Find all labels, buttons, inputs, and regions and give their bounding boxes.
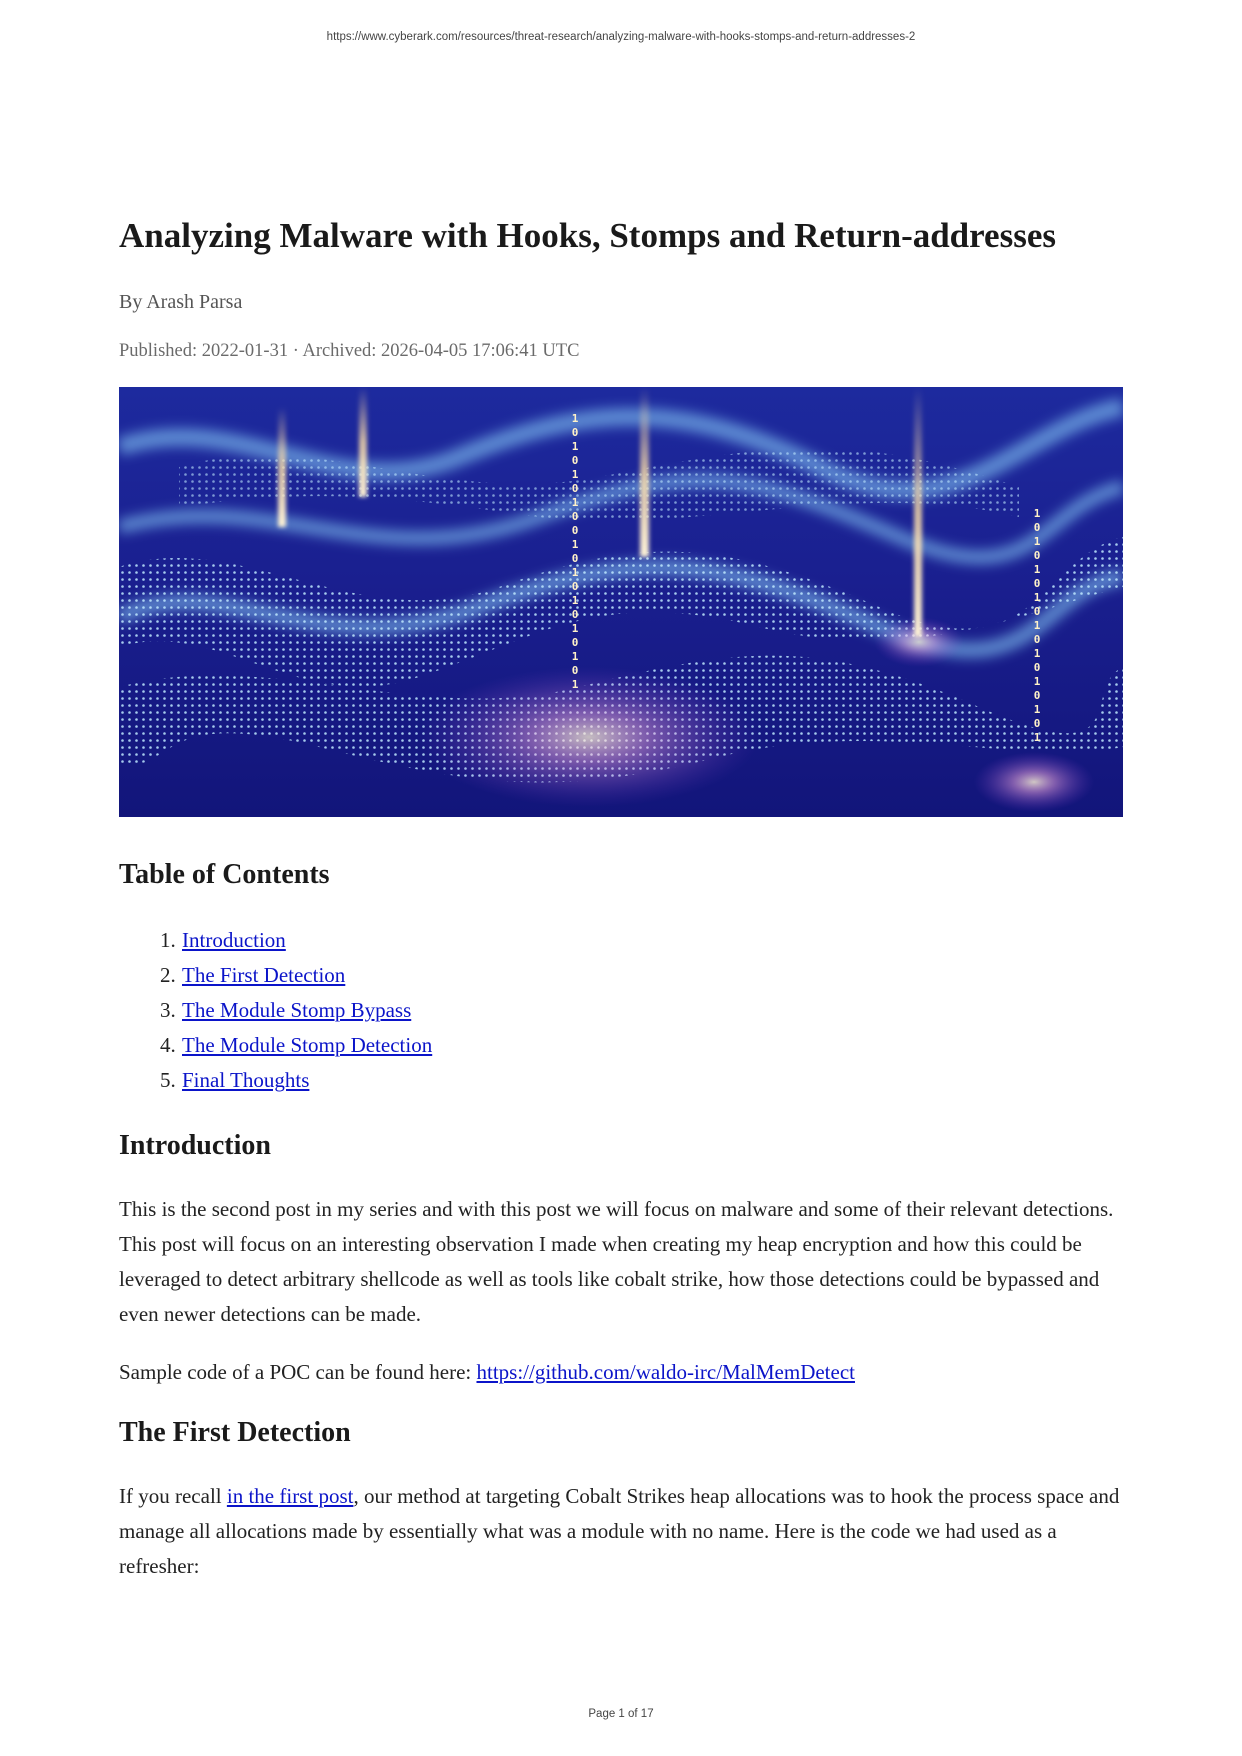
svg-text:1: 1 [1033, 619, 1041, 632]
first-post-link[interactable]: in the first post [226, 1484, 354, 1508]
svg-text:1: 1 [571, 594, 579, 607]
toc-item [181, 923, 1123, 958]
hero-image [119, 387, 1123, 817]
svg-text:0: 0 [571, 580, 579, 593]
toc-link-first-detection[interactable]: The First Detection [182, 963, 346, 987]
svg-text:1: 1 [1033, 535, 1041, 548]
toc-item [181, 1028, 1123, 1063]
svg-text:1: 1 [1033, 675, 1041, 688]
svg-text:1: 1 [571, 496, 579, 509]
toc-link-module-stomp-detection[interactable]: The Module Stomp Detection [182, 1033, 433, 1057]
svg-text:1: 1 [1033, 731, 1041, 744]
svg-text:0: 0 [1033, 549, 1041, 562]
page-header-url: https://www.cyberark.com/resources/threat-research/analyzing-malware-with-hooks-stomps-and-return-addresses-2 [326, 31, 916, 43]
svg-text:0: 0 [571, 552, 579, 565]
sample-code-text: Sample code of a POC can be found here: [119, 1360, 477, 1384]
svg-text:0: 0 [1033, 577, 1041, 590]
table-of-contents [119, 923, 1123, 1098]
svg-text:0: 0 [1033, 689, 1041, 702]
first-detection-paragraph [119, 1479, 1123, 1584]
svg-text:0: 0 [571, 454, 579, 467]
article [119, 212, 1123, 1584]
introduction-heading: Introduction [119, 1130, 271, 1161]
svg-text:0: 0 [571, 510, 579, 523]
svg-text:0: 0 [1033, 633, 1041, 646]
svg-text:1: 1 [571, 412, 579, 425]
svg-text:1: 1 [571, 440, 579, 453]
svg-text:0: 0 [1033, 661, 1041, 674]
toc-item [181, 993, 1123, 1028]
first-detection-text-after: , our method at targeting Cobalt Strikes heap allocations was to hook the process space and manage all allocations made by essentially what was a module with no name. Here is the code we had used as a refresher: [119, 1484, 1120, 1578]
svg-text:1: 1 [571, 622, 579, 635]
first-detection-text-before: If you recall [119, 1484, 227, 1508]
page-number: Page 1 of 17 [588, 1708, 654, 1720]
article-title: Analyzing Malware with Hooks, Stomps and Return-addresses [119, 216, 1056, 255]
introduction-paragraph: This is the second post in my series and with this post we will focus on malware and some of their relevant detections. This post will focus on an interesting observation I made when creating my heap encryption and how this could be leveraged to detect arbitrary shellcode as well as tools like cobalt strike, how those detections could be bypassed and even newer detections can be made. [119, 1197, 1114, 1326]
svg-text:0: 0 [571, 482, 579, 495]
svg-text:1: 1 [1033, 703, 1041, 716]
toc-heading: Table of Contents [119, 859, 330, 890]
toc-item [181, 1063, 1123, 1098]
svg-text:1: 1 [1033, 507, 1041, 520]
toc-link-introduction[interactable]: Introduction [182, 928, 286, 952]
svg-text:1: 1 [1033, 647, 1041, 660]
svg-text:1: 1 [571, 650, 579, 663]
svg-text:0: 0 [1033, 605, 1041, 618]
byline: By Arash Parsa [119, 291, 243, 313]
svg-text:1: 1 [571, 566, 579, 579]
svg-text:1: 1 [1033, 591, 1041, 604]
svg-text:0: 0 [1033, 717, 1041, 730]
svg-text:1: 1 [571, 468, 579, 481]
sample-code-paragraph [119, 1355, 1123, 1390]
publish-meta: Published: 2022-01-31 · Archived: 2026-04-05 17:06:41 UTC [119, 341, 580, 361]
svg-text:0: 0 [571, 636, 579, 649]
svg-text:0: 0 [571, 608, 579, 621]
github-link[interactable]: https://github.com/waldo-irc/MalMemDetect [476, 1360, 855, 1384]
toc-link-module-stomp-bypass[interactable]: The Module Stomp Bypass [182, 998, 412, 1022]
svg-text:0: 0 [571, 426, 579, 439]
svg-text:0: 0 [571, 524, 579, 537]
toc-item [181, 958, 1123, 993]
svg-text:1: 1 [571, 678, 579, 691]
toc-link-final-thoughts[interactable]: Final Thoughts [182, 1068, 310, 1092]
svg-text:0: 0 [1033, 521, 1041, 534]
svg-text:1: 1 [1033, 563, 1041, 576]
first-detection-heading: The First Detection [119, 1417, 351, 1448]
svg-text:0: 0 [571, 664, 579, 677]
svg-text:1: 1 [571, 538, 579, 551]
